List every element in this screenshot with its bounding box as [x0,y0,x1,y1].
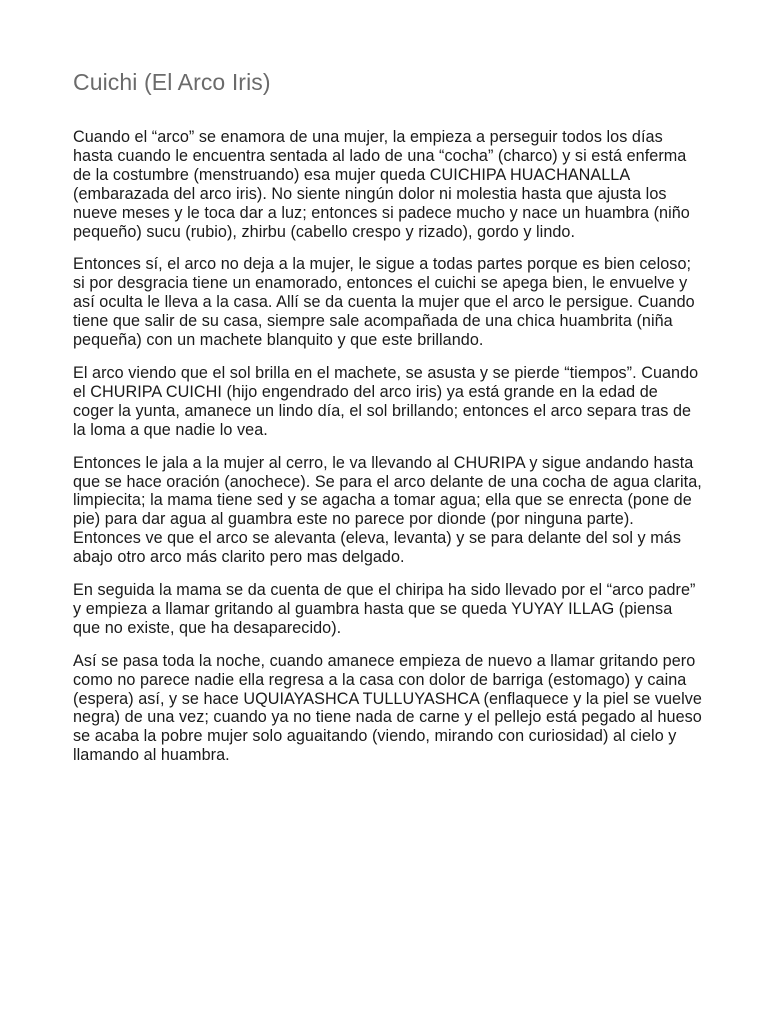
paragraph-1: Cuando el “arco” se enamora de una mujer, la empieza a perseguir todos los días hasta cuando le encuentra sentada al lado de una “cocha” (charco) y si está enferma de la costumbre (menstruando) esa mujer queda CUICHIPA HUACHANALLA (embarazada del arco iris). No siente ningún dolor ni molestia hasta que ajusta los nueve meses y le toca dar a luz; entonces si padece mucho y nace un huambra (niño pequeño) sucu (rubio), zhirbu (cabello crespo y rizado), gordo y lindo. [73,128,690,241]
paragraph-3: El arco viendo que el sol brilla en el machete, se asusta y se pierde “tiempos”. Cuando el CHURIPA CUICHI (hijo engendrado del arco iris) ya está grande en la edad de coger la yunta, amanece un lindo día, el sol brillando; entonces el arco separa tras de la loma a que nadie lo vea. [73,363,699,439]
document-title: Cuichi (El Arco Iris) [73,69,271,95]
paragraph-6: Así se pasa toda la noche, cuando amanece empieza de nuevo a llamar gritando pero como no parece nadie ella regresa a la casa con dolor de barriga (estomago) y caina (espera) así, y se hace UQUIAYASHCA TULLUYASHCA (enflaquece y la piel se vuelve negra) de una vez; cuando ya no tiene nada de carne y el pellejo está pegado al hueso se acaba la pobre mujer solo aguaitando (viendo, mirando con curiosidad) al cielo y llamando al huambra. [73,651,702,765]
paragraph-5: En seguida la mama se da cuenta de que el chiripa ha sido llevado por el “arco padre” y empieza a llamar gritando al guambra hasta que se queda YUYAY ILLAG (piensa que no existe, que ha desaparecido). [73,581,696,637]
document-page [73,66,703,779]
paragraph-4: Entonces le jala a la mujer al cerro, le va llevando al CHURIPA y sigue andando hasta que se hace oración (anochece). Se para el arco delante de una cocha de agua clarita, limpiecita; la mama tiene sed y se agacha a tomar agua; ella que se enrecta (pone de pie) para dar agua al guambra este no parece por dionde (por ninguna parte). Entonces ve que el arco se alevanta (eleva, levanta) y se para delante del sol y más abajo otro arco más clarito pero mas delgado. [73,453,702,567]
paragraph-2: Entonces sí, el arco no deja a la mujer, le sigue a todas partes porque es bien celoso; si por desgracia tiene un enamorado, entonces el cuichi se apega bien, le envuelve y así oculta le lleva a la casa. Allí se da cuenta la mujer que el arco le persigue. Cuando tiene que salir de su casa, siempre sale acompañada de una chica huambrita (niña pequeña) con un machete blanquito y que este brillando. [73,255,695,350]
